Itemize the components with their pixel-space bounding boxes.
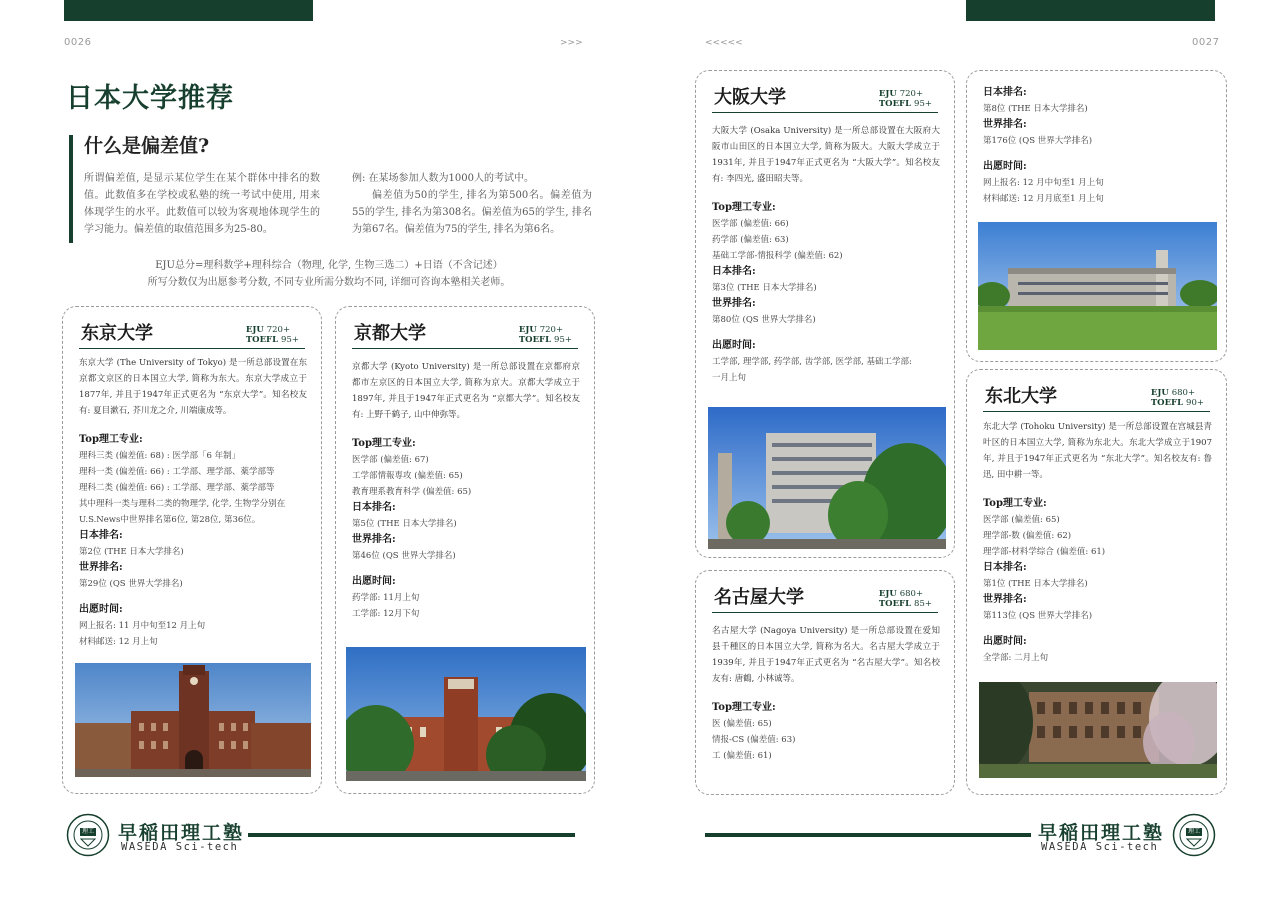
footer-logo-cn: 早稲田理工塾	[118, 822, 245, 844]
university-description: 东京大学 (The University of Tokyo) 是一所总部设置在东京都文京区的日本国立大学, 简称为东大。东京大学成立于1877年, 并且于1947年正式更名为 “东京大学”。知名校友有: 夏目漱石, 芥川龙之介, 川端康成等。	[79, 358, 307, 416]
japan-rank-heading: 日本排名:	[983, 87, 1027, 98]
card-body	[983, 85, 1212, 207]
university-card-kyoto	[335, 306, 595, 794]
majors-heading: Top理工专业:	[79, 434, 143, 445]
card-body	[79, 355, 307, 650]
eju-score: 720+	[539, 325, 564, 335]
deviation-definition-text: 所谓偏差值, 是显示某位学生在某个群体中排名的数值。此数值多在学校或私塾的统一考试中使用, 用来体现学生的水平。此数值可以较为客观地体现学生的学习能力。偏差值的取值范围多为25-80。	[84, 173, 320, 235]
score-requirements	[879, 589, 932, 609]
university-name: 名古屋大学	[714, 587, 804, 608]
majors-heading: Top理工专业:	[712, 202, 776, 213]
card-body	[712, 123, 940, 386]
japan-rank-value: 第3位 (THE 日本大学排名)	[712, 283, 817, 293]
university-card-nagoya	[695, 570, 955, 795]
page-title: 日本大学推荐	[66, 83, 234, 114]
card-header	[983, 380, 1210, 412]
campus-photo-tohoku	[979, 682, 1217, 778]
card-body	[983, 419, 1212, 666]
apply-time-heading: 出愿时间:	[983, 636, 1027, 647]
major-item: 基础工学部-情报科学 (偏差值: 62)	[712, 251, 843, 261]
score-notes	[64, 257, 594, 291]
major-item: U.S.News中世界排名第6位, 第28位, 第36位。	[79, 515, 261, 525]
page-number-left: 0026	[64, 37, 92, 48]
apply-time-heading: 出愿时间:	[983, 161, 1027, 172]
footer-logo-cn: 早稲田理工塾	[1038, 822, 1165, 844]
deviation-example	[352, 170, 592, 238]
university-description: 名古屋大学 (Nagoya University) 是一所总部设置在爱知县千種区的日本国立大学, 简称为名大。名古屋大学成立于1939年, 并且于1947年正式更名为 “名古屋大学”。知名校友有: 唐鶴, 小林诚等。	[712, 626, 940, 684]
apply-time-item: 工学部, 理学部, 药学部, 齿学部, 医学部, 基础工学部:	[712, 357, 912, 367]
page-arrow-left: >>>	[560, 38, 583, 48]
eju-label: EJU	[1150, 388, 1169, 398]
university-card-tokyo	[62, 306, 322, 794]
page-number-right: 0027	[1192, 37, 1220, 48]
score-note-disclaimer: 所写分数仅为出愿参考分数, 不同专业所需分数均不同, 详细可咨询本塾相关老师。	[147, 277, 511, 288]
toefl-label: TOEFL	[1150, 398, 1184, 408]
score-requirements	[246, 325, 299, 345]
major-item: 医学部 (偏差值: 67)	[352, 455, 429, 465]
footer-logo-en: WASEDA Sci-tech	[1041, 841, 1159, 853]
eju-label: EJU	[245, 325, 264, 335]
university-card-osaka	[695, 70, 955, 558]
majors-heading: Top理工专业:	[983, 498, 1047, 509]
toefl-score: 95+	[914, 99, 932, 109]
apply-time-item: 全学部: 二月上旬	[983, 653, 1049, 663]
campus-photo-osaka	[708, 407, 946, 549]
major-item: 理科二类 (偏差值: 66) : 工学部、理学部、薬学部等	[79, 483, 275, 493]
campus-photo-kyoto	[346, 647, 586, 781]
deviation-example-line1: 例: 在某场参加人数为1000人的考试中。	[352, 173, 534, 184]
toefl-label: TOEFL	[245, 335, 279, 345]
university-card-tohoku	[966, 369, 1227, 795]
toefl-score: 85+	[914, 599, 932, 609]
university-description: 京都大学 (Kyoto University) 是一所总部设置在京都府京都市左京区的日本国立大学, 简称为京大。京都大学成立于1897年, 并且于1947年正式更名为 “京都大学”。知名校友有: 上野千鹤子, 山中伸弥等。	[352, 362, 580, 420]
university-card-kyushu	[966, 70, 1227, 362]
university-name: 京都大学	[354, 323, 426, 344]
footer-rule-left	[248, 833, 575, 837]
world-rank-heading: 世界排名:	[712, 298, 756, 309]
world-rank-value: 第29位 (QS 世界大学排名)	[79, 579, 183, 589]
toefl-score: 95+	[281, 335, 299, 345]
university-name: 东京大学	[81, 323, 153, 344]
major-item: 教育理系教育科学 (偏差值: 65)	[352, 487, 472, 497]
world-rank-heading: 世界排名:	[352, 534, 396, 545]
top-bar-right	[966, 0, 1215, 21]
eju-score: 680+	[899, 589, 924, 599]
eju-label: EJU	[878, 589, 897, 599]
score-note-eju: EJU总分=理科数学+理科综合（物理, 化学, 生物三选二）+日语（不含记述）	[155, 260, 503, 271]
apply-time-item: 材料邮送: 12 月月底至1 月上旬	[983, 194, 1104, 204]
seal-text: 理工	[1187, 828, 1200, 835]
eju-score: 720+	[266, 325, 291, 335]
eju-label: EJU	[878, 89, 897, 99]
major-item: 工学部情報専攻 (偏差值: 65)	[352, 471, 463, 481]
japan-rank-value: 第2位 (THE 日本大学排名)	[79, 547, 184, 557]
major-item: 情报-CS (偏差值: 63)	[712, 735, 796, 745]
major-item: 理科一类 (偏差值: 66) : 工学部、理学部、薬学部等	[79, 467, 275, 477]
japan-rank-heading: 日本排名:	[983, 562, 1027, 573]
card-header	[79, 317, 305, 349]
toefl-label: TOEFL	[878, 599, 912, 609]
apply-time-item: 材料邮送: 12 月上旬	[79, 637, 158, 647]
school-seal-icon	[1172, 813, 1216, 857]
majors-heading: Top理工专业:	[352, 438, 416, 449]
page-arrow-right: <<<<<	[705, 38, 743, 48]
eju-label: EJU	[518, 325, 537, 335]
major-item: 医 (偏差值: 65)	[712, 719, 772, 729]
university-description: 大阪大学 (Osaka University) 是一所总部设置在大阪府大阪市山田区的日本国立大学, 简称为阪大。大阪大学成立于1931年, 并且于1947年正式更名为 “大阪大学”。知名校友有: 李四光, 盛田昭夫等。	[712, 126, 940, 184]
footer-rule-right	[705, 833, 1031, 837]
major-item: 其中理科一类与理科二类的物理学, 化学, 生物学分别在	[79, 499, 286, 509]
card-header	[352, 317, 578, 349]
world-rank-heading: 世界排名:	[983, 594, 1027, 605]
card-body	[712, 623, 940, 764]
card-header	[712, 581, 938, 613]
card-body	[352, 359, 580, 622]
top-bar-left	[64, 0, 313, 21]
major-item: 医学部 (偏差值: 66)	[712, 219, 789, 229]
world-rank-value: 第46位 (QS 世界大学排名)	[352, 551, 456, 561]
japan-rank-heading: 日本排名:	[79, 530, 123, 541]
japan-rank-value: 第1位 (THE 日本大学排名)	[983, 579, 1088, 589]
section-heading: 什么是偏差值?	[84, 135, 210, 157]
major-item: 工 (偏差值: 61)	[712, 751, 772, 761]
major-item: 理学部-材料学综合 (偏差值: 61)	[983, 547, 1106, 557]
deviation-example-line2: 偏差值为50的学生, 排名为第500名。偏差值为55的学生, 排名为第308名。偏差值为65的学生, 排名为第67名。偏差值为75的学生, 排名为第6名。	[352, 190, 592, 235]
card-header	[712, 81, 938, 113]
toefl-score: 90+	[1186, 398, 1204, 408]
japan-rank-value: 第5位 (THE 日本大学排名)	[352, 519, 457, 529]
apply-time-heading: 出愿时间:	[79, 604, 123, 615]
score-requirements	[519, 325, 572, 345]
apply-time-item: 工学部: 12月下旬	[352, 609, 420, 619]
apply-time-item: 网上报名: 12 月中旬至1 月上旬	[983, 178, 1104, 188]
japan-rank-heading: 日本排名:	[712, 266, 756, 277]
world-rank-value: 第80位 (QS 世界大学排名)	[712, 315, 816, 325]
world-rank-value: 第113位 (QS 世界大学排名)	[983, 611, 1093, 621]
eju-score: 720+	[899, 89, 924, 99]
major-item: 医学部 (偏差值: 65)	[983, 515, 1060, 525]
toefl-score: 95+	[554, 335, 572, 345]
japan-rank-value: 第8位 (THE 日本大学排名)	[983, 104, 1088, 114]
major-item: 理学部-数 (偏差值: 62)	[983, 531, 1072, 541]
apply-time-heading: 出愿时间:	[352, 576, 396, 587]
major-item: 药学部 (偏差值: 63)	[712, 235, 789, 245]
university-description: 东北大学 (Tohoku University) 是一所总部设置在宫城县青叶区的日本国立大学, 简称为东北大。东北大学成立于1907年, 并且于1947年正式更名为 “东北大学”。知名校友有: 鲁迅, 田中耕一等。	[983, 422, 1212, 480]
campus-photo-kyushu	[978, 222, 1217, 350]
apply-time-item: 网上报名: 11 月中旬至12 月上旬	[79, 621, 206, 631]
world-rank-heading: 世界排名:	[79, 562, 123, 573]
deviation-definition	[84, 170, 320, 238]
world-rank-heading: 世界排名:	[983, 119, 1027, 130]
apply-time-item: 一月上旬	[712, 373, 747, 383]
major-item: 理科三类 (偏差值: 68) : 医学部「6 年制」	[79, 451, 241, 461]
seal-text: 理工	[81, 828, 94, 835]
school-seal-icon	[66, 813, 110, 857]
majors-heading: Top理工专业:	[712, 702, 776, 713]
campus-photo-tokyo	[75, 663, 311, 777]
japan-rank-heading: 日本排名:	[352, 502, 396, 513]
eju-score: 680+	[1171, 388, 1196, 398]
footer-logo-en: WASEDA Sci-tech	[121, 841, 239, 853]
university-name: 大阪大学	[714, 87, 786, 108]
apply-time-item: 药学部: 11月上旬	[352, 593, 420, 603]
university-name: 东北大学	[985, 386, 1057, 407]
toefl-label: TOEFL	[518, 335, 552, 345]
score-requirements	[879, 89, 932, 109]
score-requirements	[1151, 388, 1204, 408]
toefl-label: TOEFL	[878, 99, 912, 109]
section-accent-bar	[69, 135, 73, 243]
world-rank-value: 第176位 (QS 世界大学排名)	[983, 136, 1093, 146]
apply-time-heading: 出愿时间:	[712, 340, 756, 351]
